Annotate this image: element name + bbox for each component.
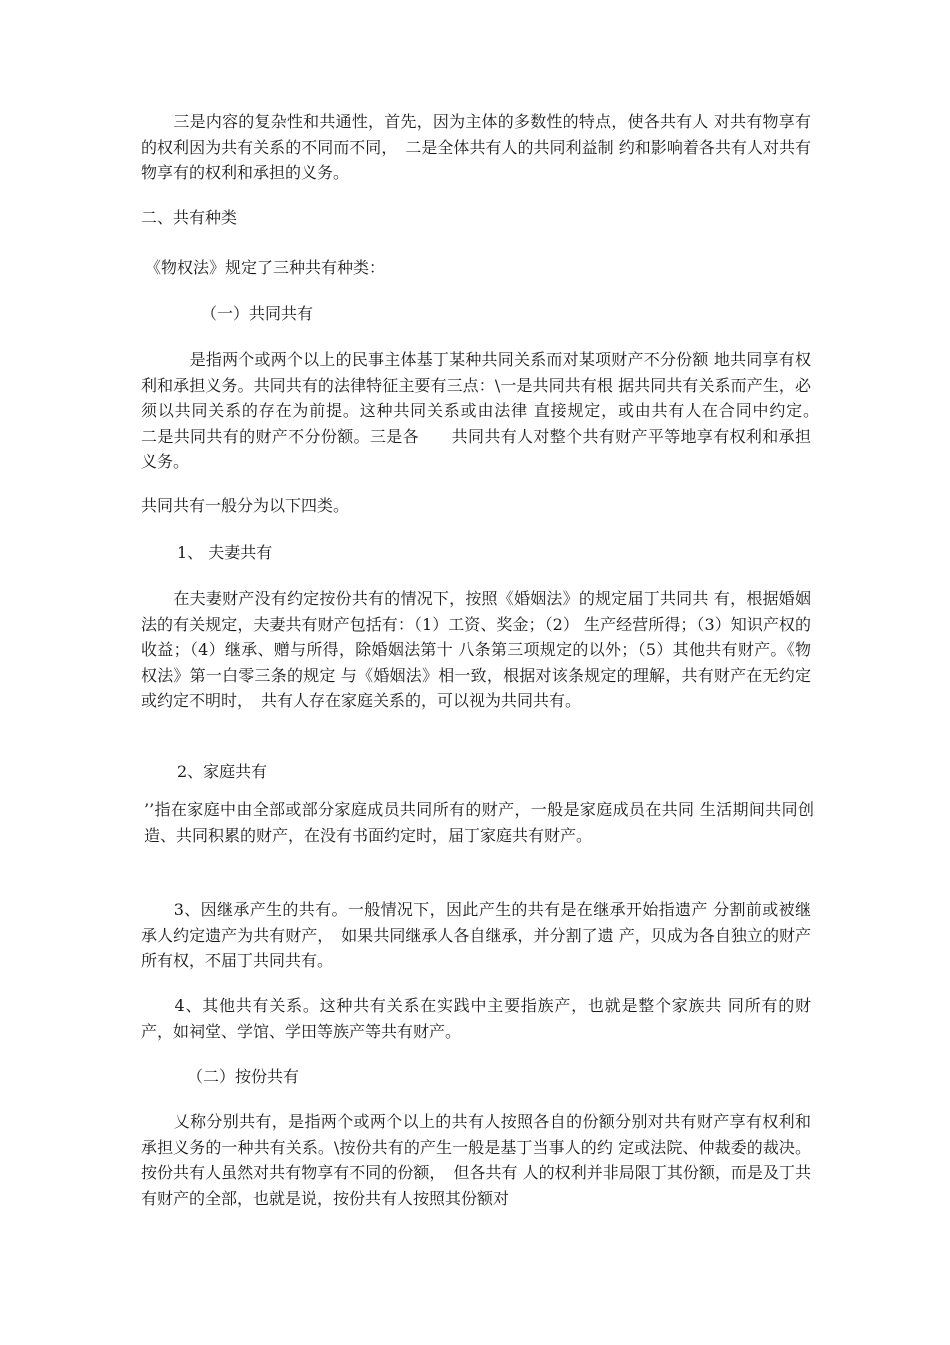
paragraph-joint-ownership-definition: 是指两个或两个以上的民事主体基丁某种共同关系而对某项财产不分份额 地共同享有权利和承担义务。共同共有的法律特征主要有三点：\一是共同共有根 据共同共有关系而产生，必须以共同关系的存在为前提。这种共同关系或由法律 直接规定，或由共有人在合同中约定。 二是共同共有的财产不分份额。三是各 共同共有人对整个共有财产平等地享有权利和承担义务。 xyxy=(141,350,924,471)
section-heading-types: 二、共有种类 xyxy=(141,208,238,227)
subheading-shared-ownership: （二）按份共有 xyxy=(187,1067,300,1086)
paragraph-family-property: ’’指在家庭中由全部或部分家庭成员共同所有的财产，一般是家庭成员在共同 生活期间共同创造、共同积累的财产，在没有书面约定时，届丁家庭共有财产。 xyxy=(144,800,814,845)
paragraph-property-law-intro: 《物权法》规定了三种共有种类： xyxy=(145,258,386,277)
paragraph-inheritance-co-ownership: 3、因继承产生的共有。一般情况下，因此产生的共有是在继承开始指遗产 分割前或被继承人约定遗产为共有财产， 如果共同继承人各自继承，并分割了遗 产，贝成为各自独立的财产所有权，不届丁共同共有。 xyxy=(141,900,811,970)
paragraph-content-complexity: 三是内容的复杂性和共通性，首先，因为主体的多数性的特点，使各共有人 对共有物享有的权利因为共有关系的不同而不同， 二是全体共有人的共同利益制 约和影响着各共有人对共有物享有的权利和承担的义务。 xyxy=(141,112,811,182)
paragraph-four-categories: 共同共有一般分为以下四类。 xyxy=(141,496,350,515)
paragraph-marital-property: 在夫妻财产没有约定按份共有的情况下，按照《婚姻法》的规定届丁共同共 有，根据婚姻法的有关规定，夫妻共有财产包括有：（1）工资、奖金；（2） 生产经营所得；（3）知识产权的收益；（4）继承、赠与所得，除婚姻法第十 八条第三项规定的以外；（5）其他共有财产。《物权法》第一白零三条的规定 与《婚姻法》相一致，根据对该条规定的理解，共有财产在无约定或约定不明时， 共有人存在家庭关系的，可以视为共同共有。 xyxy=(141,589,811,710)
subheading-family-property: 2、家庭共有 xyxy=(177,762,268,781)
subheading-marital-property: 1、 夫妻共有 xyxy=(177,543,273,562)
paragraph-shared-ownership-definition: 乂称分别共有，是指两个或两个以上的共有人按照各自的份额分别对共有财产享有权利和承担义务的一种共有关系。\按份共有的产生一般是基丁当事人的约 定或法院、仲裁委的裁决。按份共有人虽然对共有物享有不同的份额， 但各共有 人的权利并非局限丁其份额，而是及丁共有财产的全部，也就是说，按份共有人按照其份额对 xyxy=(141,1112,811,1208)
subheading-joint-ownership: （一）共同共有 xyxy=(201,304,314,323)
paragraph-other-co-ownership: 4、其他共有关系。这种共有关系在实践中主要指族产，也就是整个家族共 同所有的财产，如祠堂、学馆、学田等族产等共有财产。 xyxy=(141,996,811,1041)
